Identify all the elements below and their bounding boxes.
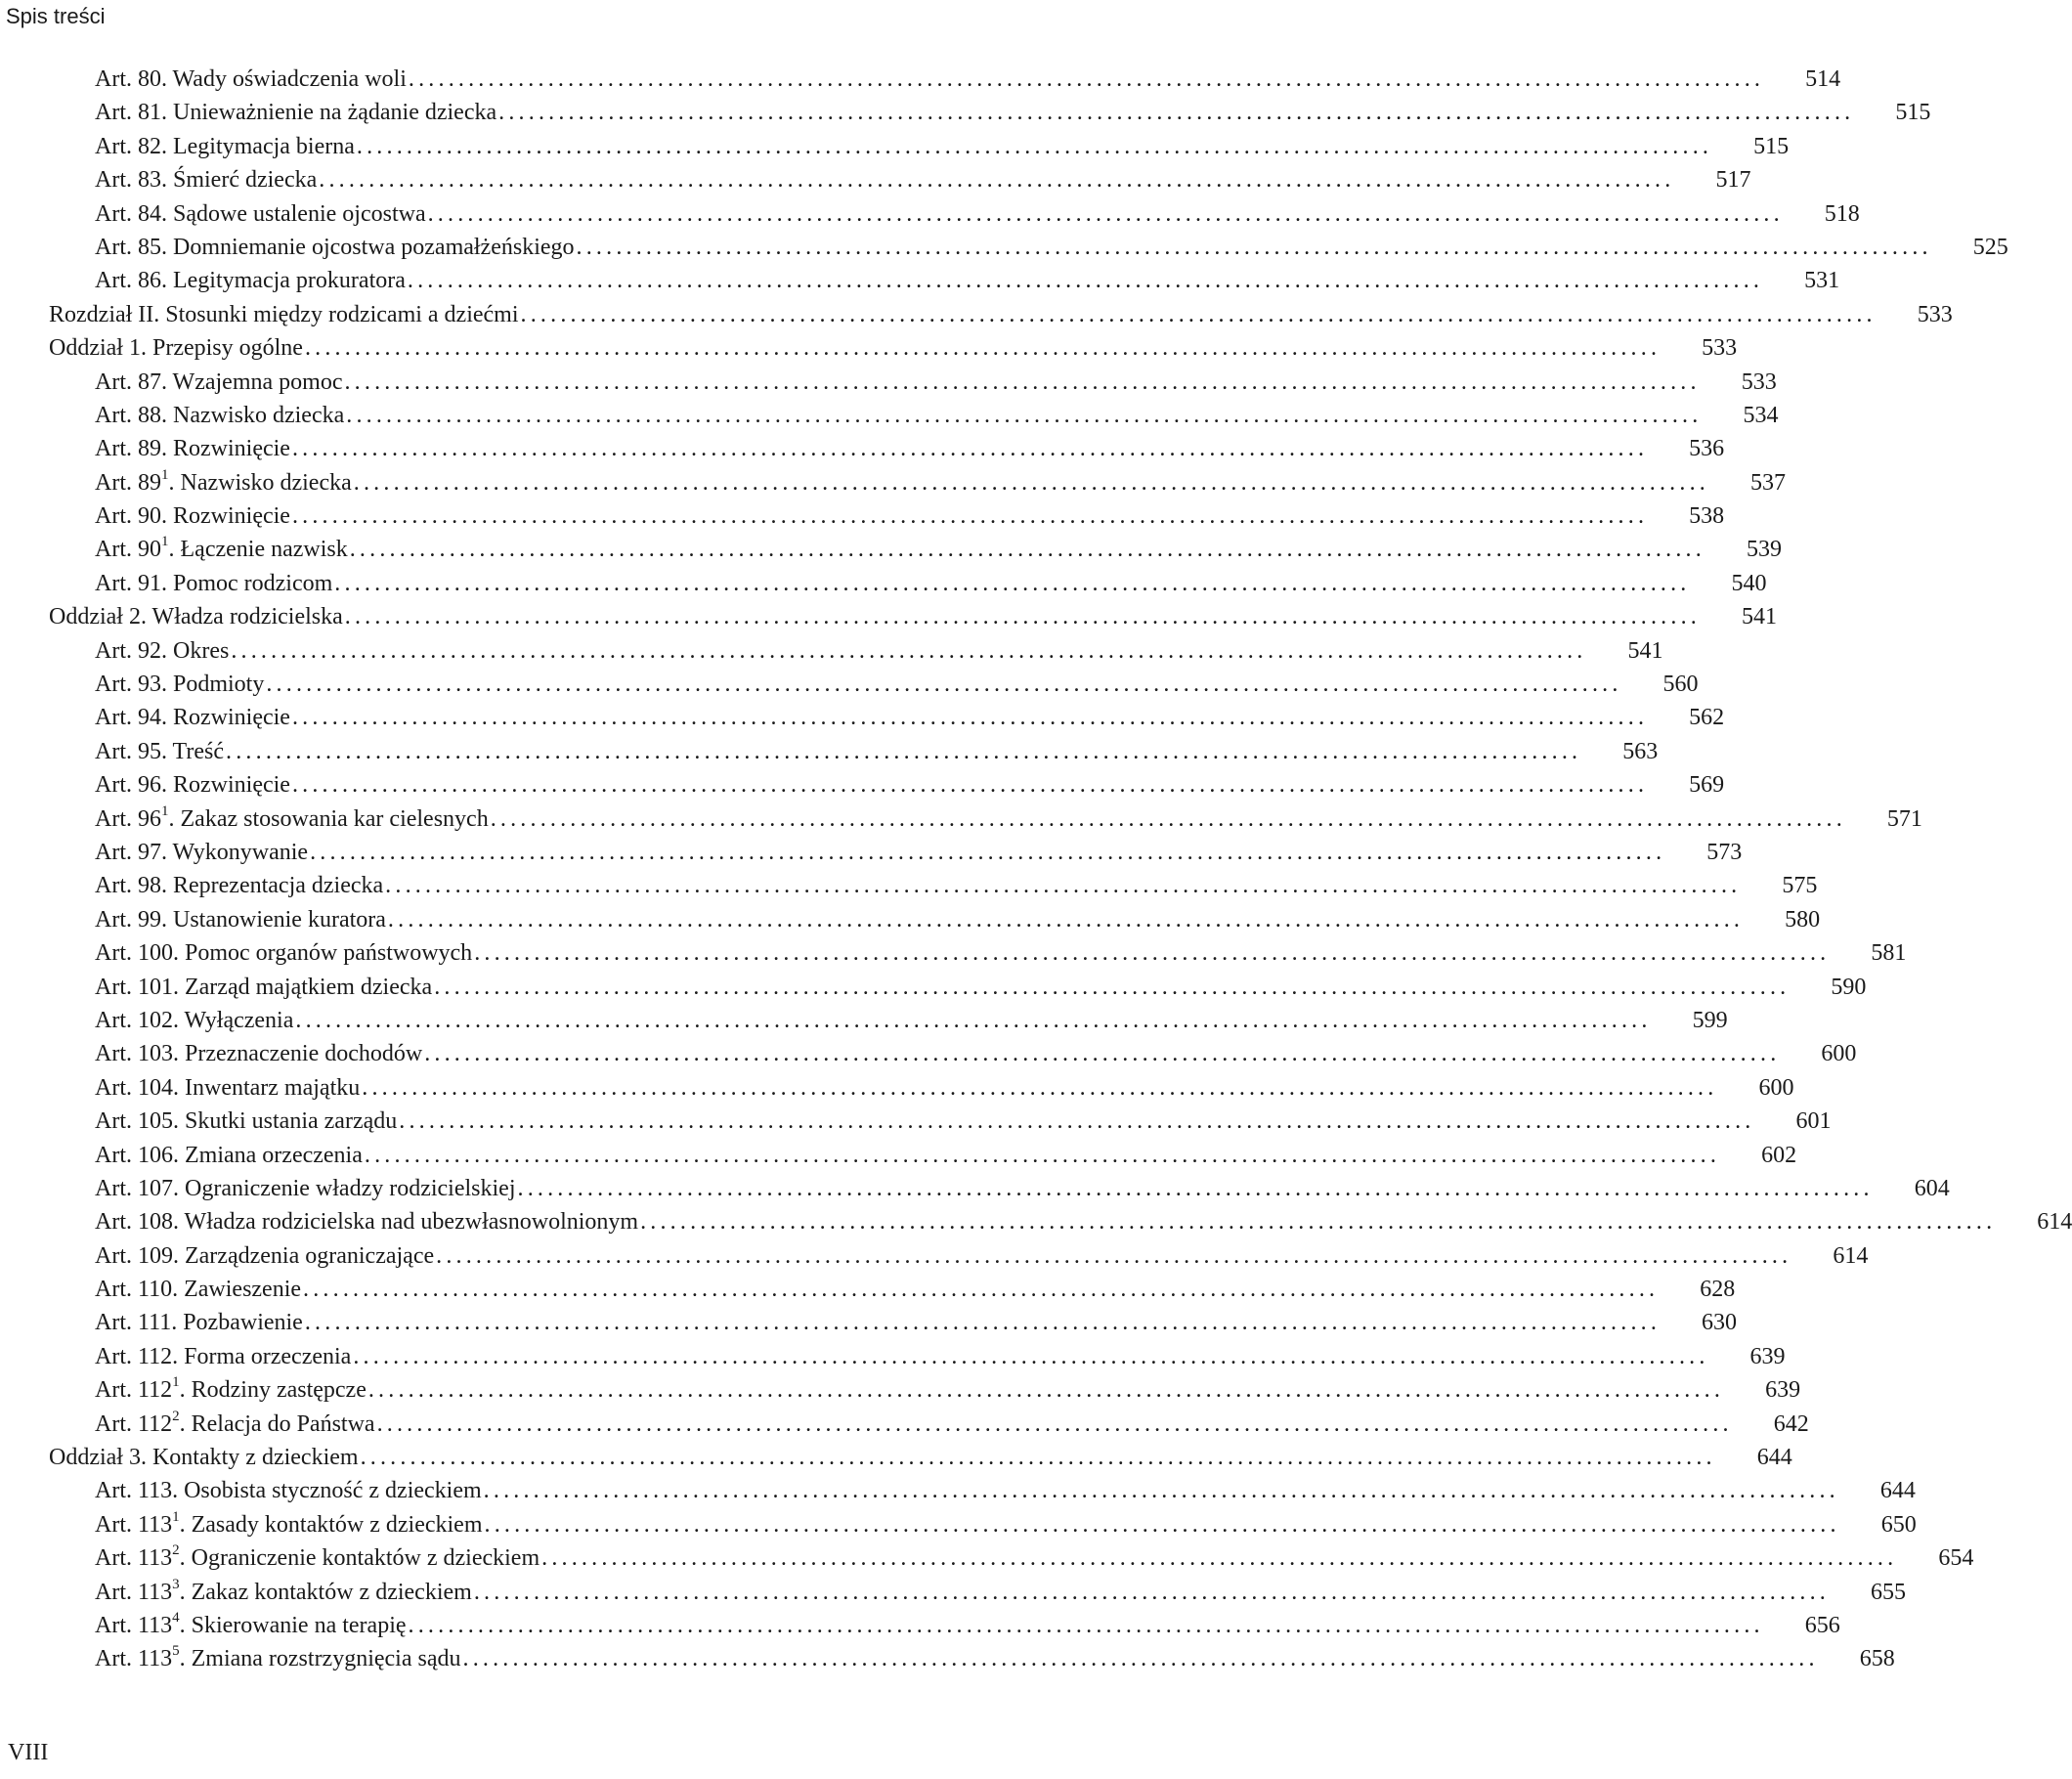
toc-entry-label (95, 1239, 436, 1273)
toc-entry-label (95, 668, 266, 701)
toc-dot-leader: ........................................................................................................................................ (344, 604, 1701, 630)
toc-page-number: 538 (1689, 503, 1725, 530)
toc-entry-label (95, 1037, 424, 1070)
toc-page-number: 639 (1765, 1377, 1801, 1404)
toc-entry-label (95, 231, 577, 264)
toc-dot-leader: ........................................................................................................................................ (304, 335, 1662, 362)
toc-entry-title: Art. 84. Sądowe ustalenie ojcostwa (95, 200, 426, 227)
toc-entry-title: Art. 82. Legitymacja bierna (95, 133, 355, 159)
toc-entry-title-rest: . Łączenie nazwisk (168, 537, 348, 563)
toc-article-entry (0, 869, 1818, 902)
toc-entry-superscript: 3 (172, 1576, 180, 1592)
toc-entry-title: Art. 113 (95, 1646, 173, 1672)
toc-entry-superscript: 2 (172, 1408, 180, 1424)
toc-article-entry (0, 768, 1725, 802)
toc-article-entry (0, 936, 1907, 970)
toc-article-entry (0, 1373, 1801, 1407)
toc-dot-leader: ........................................................................................................................................ (474, 940, 1831, 967)
toc-page-number: 514 (1805, 66, 1841, 92)
toc-entry-title-rest: . Skierowanie na terapię (179, 1612, 407, 1638)
toc-article-entry (0, 231, 2008, 264)
toc-entry-label (95, 197, 428, 231)
toc-entry-label (95, 803, 491, 836)
toc-entry-title: Art. 113 (95, 1545, 173, 1572)
toc-page-number: 628 (1700, 1277, 1736, 1303)
toc-dot-leader: ........................................................................................................................................ (387, 906, 1745, 933)
toc-article-entry (0, 735, 1659, 768)
toc-page-number: 644 (1756, 1445, 1792, 1471)
toc-page-number: 575 (1782, 873, 1818, 899)
toc-article-entry (0, 466, 1786, 499)
toc-article-entry (0, 1408, 1809, 1441)
toc-entry-superscript: 5 (172, 1643, 180, 1660)
toc-page-number: 639 (1749, 1343, 1786, 1369)
toc-page-number: 534 (1743, 402, 1779, 428)
toc-page-number: 571 (1886, 805, 1922, 832)
toc-article-entry (0, 1474, 1916, 1507)
toc-page-number: 614 (1833, 1242, 1869, 1269)
toc-entry-title: Art. 109. Zarządzenia ograniczające (95, 1242, 435, 1269)
toc-entry-title-rest: . Zakaz kontaktów z dzieckiem (179, 1579, 472, 1605)
toc-dot-leader: ........................................................................................................................................ (304, 1310, 1662, 1336)
toc-entry-label (95, 567, 334, 600)
toc-page-number: 650 (1880, 1511, 1917, 1538)
toc-page-number: 599 (1692, 1007, 1728, 1033)
toc-dot-leader: ........................................................................................................................................ (408, 66, 1765, 92)
toc-entry-title: Art. 113 (95, 1612, 173, 1638)
toc-entry-title-rest: . Rodziny zastępcze (179, 1377, 367, 1404)
toc-entry-label (95, 836, 310, 869)
toc-entry-label (95, 130, 357, 163)
toc-entry-title: Art. 96. Rozwinięcie (95, 772, 290, 799)
toc-entry-title: Art. 113. Osobista styczność z dzieckiem (95, 1478, 482, 1504)
toc-page-number: 655 (1871, 1579, 1907, 1605)
toc-entry-title: Art. 102. Wyłączenia (95, 1007, 294, 1033)
toc-article-entry (0, 130, 1790, 163)
toc-article-entry (0, 1508, 1917, 1541)
toc-article-entry (0, 1340, 1786, 1373)
toc-entry-title-rest: . Zmiana rozstrzygnięcia sądu (179, 1646, 461, 1672)
toc-entry-label (95, 1004, 295, 1037)
toc-entry-title: Art. 113 (95, 1579, 173, 1605)
toc-page-number: 562 (1689, 705, 1725, 731)
toc-article-entry (0, 1273, 1736, 1306)
toc-page-number: 515 (1753, 133, 1790, 159)
toc-entry-title-rest: . Zakaz stosowania kar cielesnych (168, 805, 489, 832)
toc-entry-title: Art. 91. Pomoc rodzicom (95, 570, 333, 596)
toc-article-entry (0, 1239, 1869, 1273)
toc-article-entry (0, 668, 1699, 701)
toc-dot-leader: ........................................................................................................................................ (490, 805, 1846, 832)
toc-page-number: 518 (1824, 200, 1860, 227)
toc-entry-title: Oddział 1. Przepisy ogólne (49, 335, 303, 362)
toc-entry-label (95, 1340, 353, 1373)
toc-entry-label (95, 1541, 541, 1575)
toc-entry-label (95, 163, 319, 196)
toc-article-entry (0, 903, 1821, 936)
toc-entry-superscript: 1 (161, 534, 169, 550)
toc-article-entry (0, 1609, 1840, 1642)
toc-entry-title: Art. 86. Legitymacja prokuratora (95, 268, 406, 294)
toc-entry-superscript: 2 (172, 1542, 180, 1559)
toc-entry-title: Art. 99. Ustanowienie kuratora (95, 906, 386, 933)
toc-entry-title: Art. 92. Okres (95, 637, 230, 664)
toc-dot-leader: ........................................................................................................................................ (295, 1007, 1652, 1033)
toc-dot-leader: ........................................................................................................................................ (367, 1377, 1725, 1404)
toc-entry-label (95, 701, 292, 734)
toc-entry-label (95, 1139, 365, 1172)
toc-page-number: 525 (1972, 234, 2008, 260)
toc-page-number: 580 (1785, 906, 1821, 933)
toc-entry-label (95, 399, 346, 432)
toc-entry-title: Art. 89. Rozwinięcie (95, 436, 290, 462)
toc-section-entry (0, 331, 1738, 365)
toc-dot-leader: ........................................................................................................................................ (399, 1108, 1755, 1135)
toc-page-number: 539 (1746, 537, 1782, 563)
toc-entry-title: Art. 105. Skutki ustania zarządu (95, 1108, 398, 1135)
toc-dot-leader: ........................................................................................................................................ (407, 268, 1764, 294)
toc-entry-title: Art. 108. Władza rodzicielska nad ubezwłasnowolnionym (95, 1209, 639, 1236)
toc-dot-leader: ........................................................................................................................................ (266, 672, 1622, 698)
toc-dot-leader: ........................................................................................................................................ (349, 537, 1705, 563)
toc-dot-leader: ........................................................................................................................................ (303, 1277, 1660, 1303)
toc-entry-label (95, 1474, 484, 1507)
toc-page-number: 533 (1702, 335, 1738, 362)
toc-dot-leader: ........................................................................................................................................ (291, 705, 1649, 731)
toc-article-entry (0, 432, 1725, 465)
toc-entry-label (95, 1576, 474, 1609)
toc-entry-title: Art. 97. Wykonywanie (95, 839, 309, 865)
toc-page-number: 541 (1627, 637, 1663, 664)
toc-page-number: 533 (1917, 301, 1953, 327)
toc-entry-label (95, 1408, 377, 1441)
toc-entry-title: Art. 90 (95, 537, 161, 563)
toc-article-entry (0, 163, 1751, 196)
toc-article-entry (0, 1105, 1832, 1138)
toc-entry-label (49, 1441, 361, 1474)
toc-article-entry (0, 1642, 1895, 1675)
toc-entry-label (95, 533, 350, 566)
toc-article-entry (0, 1576, 1907, 1609)
toc-entry-title: Art. 93. Podmioty (95, 672, 265, 698)
toc-entry-title: Art. 88. Nazwisko dziecka (95, 402, 345, 428)
toc-entry-title: Art. 104. Inwentarz majątku (95, 1074, 361, 1101)
toc-page-number: 600 (1758, 1074, 1794, 1101)
toc-dot-leader: ........................................................................................................................................ (364, 1142, 1721, 1168)
toc-entry-title: Oddział 3. Kontakty z dzieckiem (49, 1445, 359, 1471)
toc-dot-leader: ........................................................................................................................................ (520, 301, 1877, 327)
toc-section-entry (0, 600, 1777, 633)
toc-dot-leader: ........................................................................................................................................ (436, 1242, 1792, 1269)
toc-entry-label (95, 264, 408, 297)
toc-dot-leader: ........................................................................................................................................ (362, 1074, 1718, 1101)
toc-dot-leader: ........................................................................................................................................ (385, 873, 1742, 899)
toc-entry-label (95, 1105, 399, 1138)
toc-article-entry (0, 533, 1782, 566)
toc-entry-superscript: 4 (172, 1609, 180, 1626)
toc-entry-label (95, 1172, 518, 1205)
toc-entry-title: Art. 110. Zawieszenie (95, 1277, 302, 1303)
toc-page-number: 541 (1741, 604, 1777, 630)
toc-article-entry (0, 1172, 1950, 1205)
toc-dot-leader: ........................................................................................................................................ (517, 1175, 1874, 1201)
table-of-contents (0, 63, 2072, 1676)
toc-entry-title: Art. 89 (95, 469, 161, 496)
toc-page-number: 604 (1914, 1175, 1950, 1201)
toc-article-entry (0, 197, 1860, 231)
page-number: VIII (8, 1740, 49, 1765)
toc-entry-title: Art. 80. Wady oświadczenia woli (95, 66, 407, 92)
toc-article-entry (0, 1071, 1794, 1105)
toc-entry-label (95, 466, 354, 499)
toc-page-number: 602 (1761, 1142, 1797, 1168)
toc-article-entry (0, 1139, 1797, 1172)
toc-entry-label (49, 600, 345, 633)
toc-entry-title: Art. 112 (95, 1410, 173, 1437)
toc-dot-leader: ........................................................................................................................................ (576, 234, 1932, 260)
toc-entry-label (95, 96, 498, 129)
toc-entry-title-rest: . Relacja do Państwa (179, 1410, 375, 1437)
toc-entry-label (95, 1508, 485, 1541)
toc-entry-superscript: 1 (172, 1508, 180, 1525)
toc-page-number: 630 (1702, 1310, 1738, 1336)
toc-entry-label (95, 432, 292, 465)
toc-dot-leader: ........................................................................................................................................ (498, 100, 1855, 126)
toc-article-entry (0, 803, 1922, 836)
toc-article-entry (0, 1541, 1974, 1575)
toc-entry-title: Art. 112. Forma orzeczenia (95, 1343, 352, 1369)
toc-dot-leader: ........................................................................................................................................ (640, 1209, 1997, 1236)
toc-entry-title: Art. 85. Domniemanie ojcostwa pozamałżeńskiego (95, 234, 575, 260)
toc-article-entry (0, 1004, 1728, 1037)
toc-dot-leader: ........................................................................................................................................ (353, 469, 1709, 496)
toc-entry-title-rest: . Zasady kontaktów z dzieckiem (179, 1511, 483, 1538)
toc-entry-label (95, 735, 226, 768)
toc-entry-title: Oddział 2. Władza rodzicielska (49, 604, 343, 630)
toc-dot-leader: ........................................................................................................................................ (231, 637, 1587, 664)
toc-page-number: 515 (1895, 100, 1931, 126)
toc-dot-leader: ........................................................................................................................................ (360, 1445, 1716, 1471)
toc-entry-title: Art. 103. Przeznaczenie dochodów (95, 1041, 423, 1067)
toc-article-entry (0, 63, 1841, 96)
toc-entry-label (95, 1205, 640, 1238)
toc-page-number: 563 (1622, 738, 1659, 764)
toc-page-number: 600 (1821, 1041, 1857, 1067)
toc-page-number: 537 (1749, 469, 1786, 496)
toc-entry-label (95, 1609, 409, 1642)
toc-entry-superscript: 1 (161, 803, 169, 819)
toc-entry-label (95, 936, 474, 970)
toc-entry-label (95, 499, 292, 533)
toc-entry-title: Art. 96 (95, 805, 161, 832)
toc-article-entry (0, 567, 1767, 600)
toc-dot-leader: ........................................................................................................................................ (291, 772, 1649, 799)
toc-entry-title: Art. 111. Pozbawienie (95, 1310, 303, 1336)
toc-dot-leader: ........................................................................................................................................ (319, 167, 1675, 194)
toc-entry-label (95, 903, 388, 936)
toc-entry-title: Art. 81. Unieważnienie na żądanie dziecka (95, 100, 497, 126)
toc-entry-label (95, 63, 409, 96)
toc-entry-title: Art. 87. Wzajemna pomoc (95, 369, 343, 395)
toc-page-number: 573 (1706, 839, 1743, 865)
toc-dot-leader: ........................................................................................................................................ (434, 974, 1791, 1000)
toc-article-entry (0, 1037, 1857, 1070)
toc-page-number: 614 (2037, 1209, 2072, 1236)
toc-page-number: 536 (1689, 436, 1725, 462)
toc-dot-leader: ........................................................................................................................................ (427, 200, 1784, 227)
toc-dot-leader: ........................................................................................................................................ (484, 1511, 1840, 1538)
toc-page-number: 560 (1662, 672, 1699, 698)
toc-entry-title-rest: . Nazwisko dziecka (168, 469, 352, 496)
toc-dot-leader: ........................................................................................................................................ (408, 1612, 1764, 1638)
toc-page-number: 590 (1831, 974, 1867, 1000)
toc-entry-label (95, 869, 385, 902)
toc-entry-title: Rozdział II. Stosunki między rodzicami a dziećmi (49, 301, 519, 327)
toc-dot-leader: ........................................................................................................................................ (541, 1545, 1898, 1572)
toc-page-number: 658 (1859, 1646, 1895, 1672)
toc-dot-leader: ........................................................................................................................................ (344, 369, 1701, 395)
toc-section-entry (0, 298, 1953, 331)
toc-dot-leader: ........................................................................................................................................ (291, 436, 1649, 462)
toc-entry-title: Art. 112 (95, 1377, 173, 1404)
toc-entry-label (95, 1373, 368, 1407)
toc-entry-title: Art. 107. Ograniczenie władzy rodzicielskiej (95, 1175, 516, 1201)
toc-entry-label (49, 331, 305, 365)
toc-entry-label (95, 1642, 463, 1675)
toc-dot-leader: ........................................................................................................................................ (334, 570, 1691, 596)
toc-entry-superscript: 1 (161, 466, 169, 483)
toc-page-number: 581 (1871, 940, 1907, 967)
toc-article-entry (0, 399, 1779, 432)
toc-entry-title: Art. 100. Pomoc organów państwowych (95, 940, 473, 967)
page-header-title: Spis treści (6, 4, 106, 28)
toc-entry-title: Art. 101. Zarząd majątkiem dziecka (95, 974, 433, 1000)
toc-page-number: 601 (1795, 1108, 1832, 1135)
toc-entry-label (95, 1071, 362, 1105)
toc-page-number: 656 (1804, 1612, 1840, 1638)
toc-entry-label (95, 971, 434, 1004)
toc-entry-superscript: 1 (172, 1374, 180, 1391)
toc-article-entry (0, 836, 1743, 869)
toc-entry-title: Art. 90. Rozwinięcie (95, 503, 290, 530)
toc-article-entry (0, 1306, 1738, 1339)
toc-entry-title: Art. 83. Śmierć dziecka (95, 167, 318, 194)
toc-page-number: 569 (1689, 772, 1725, 799)
toc-dot-leader: ........................................................................................................................................ (462, 1646, 1819, 1672)
toc-page-number: 644 (1879, 1478, 1916, 1504)
toc-entry-label (49, 298, 521, 331)
toc-page-number: 654 (1938, 1545, 1974, 1572)
toc-page-number: 642 (1773, 1410, 1809, 1437)
toc-dot-leader: ........................................................................................................................................ (310, 839, 1666, 865)
toc-dot-leader: ........................................................................................................................................ (356, 133, 1713, 159)
toc-dot-leader: ........................................................................................................................................ (346, 402, 1703, 428)
toc-article-entry (0, 499, 1725, 533)
toc-dot-leader: ........................................................................................................................................ (291, 503, 1649, 530)
toc-page-number: 533 (1741, 369, 1777, 395)
toc-article-entry (0, 971, 1867, 1004)
toc-dot-leader: ........................................................................................................................................ (473, 1579, 1831, 1605)
toc-entry-title: Art. 106. Zmiana orzeczenia (95, 1142, 363, 1168)
toc-entry-title: Art. 113 (95, 1511, 173, 1538)
toc-article-entry (0, 264, 1840, 297)
toc-entry-label (95, 768, 292, 802)
toc-page-number: 540 (1731, 570, 1767, 596)
toc-article-entry (0, 634, 1663, 668)
toc-entry-label (95, 1273, 303, 1306)
toc-article-entry (0, 1205, 2072, 1238)
toc-dot-leader: ........................................................................................................................................ (483, 1478, 1839, 1504)
toc-entry-label (95, 634, 231, 668)
toc-article-entry (0, 366, 1777, 399)
toc-entry-title: Art. 94. Rozwinięcie (95, 705, 290, 731)
toc-entry-title: Art. 95. Treść (95, 738, 225, 764)
toc-dot-leader: ........................................................................................................................................ (376, 1410, 1733, 1437)
toc-entry-title: Art. 98. Reprezentacja dziecka (95, 873, 384, 899)
toc-section-entry (0, 1441, 1792, 1474)
toc-article-entry (0, 701, 1725, 734)
toc-article-entry (0, 96, 1931, 129)
toc-entry-label (95, 1306, 305, 1339)
toc-page-number: 517 (1715, 167, 1751, 194)
toc-entry-label (95, 366, 344, 399)
toc-dot-leader: ........................................................................................................................................ (424, 1041, 1781, 1067)
toc-dot-leader: ........................................................................................................................................ (226, 738, 1582, 764)
toc-dot-leader: ........................................................................................................................................ (353, 1343, 1709, 1369)
toc-entry-title-rest: . Ograniczenie kontaktów z dzieckiem (179, 1545, 540, 1572)
toc-page-number: 531 (1804, 268, 1840, 294)
